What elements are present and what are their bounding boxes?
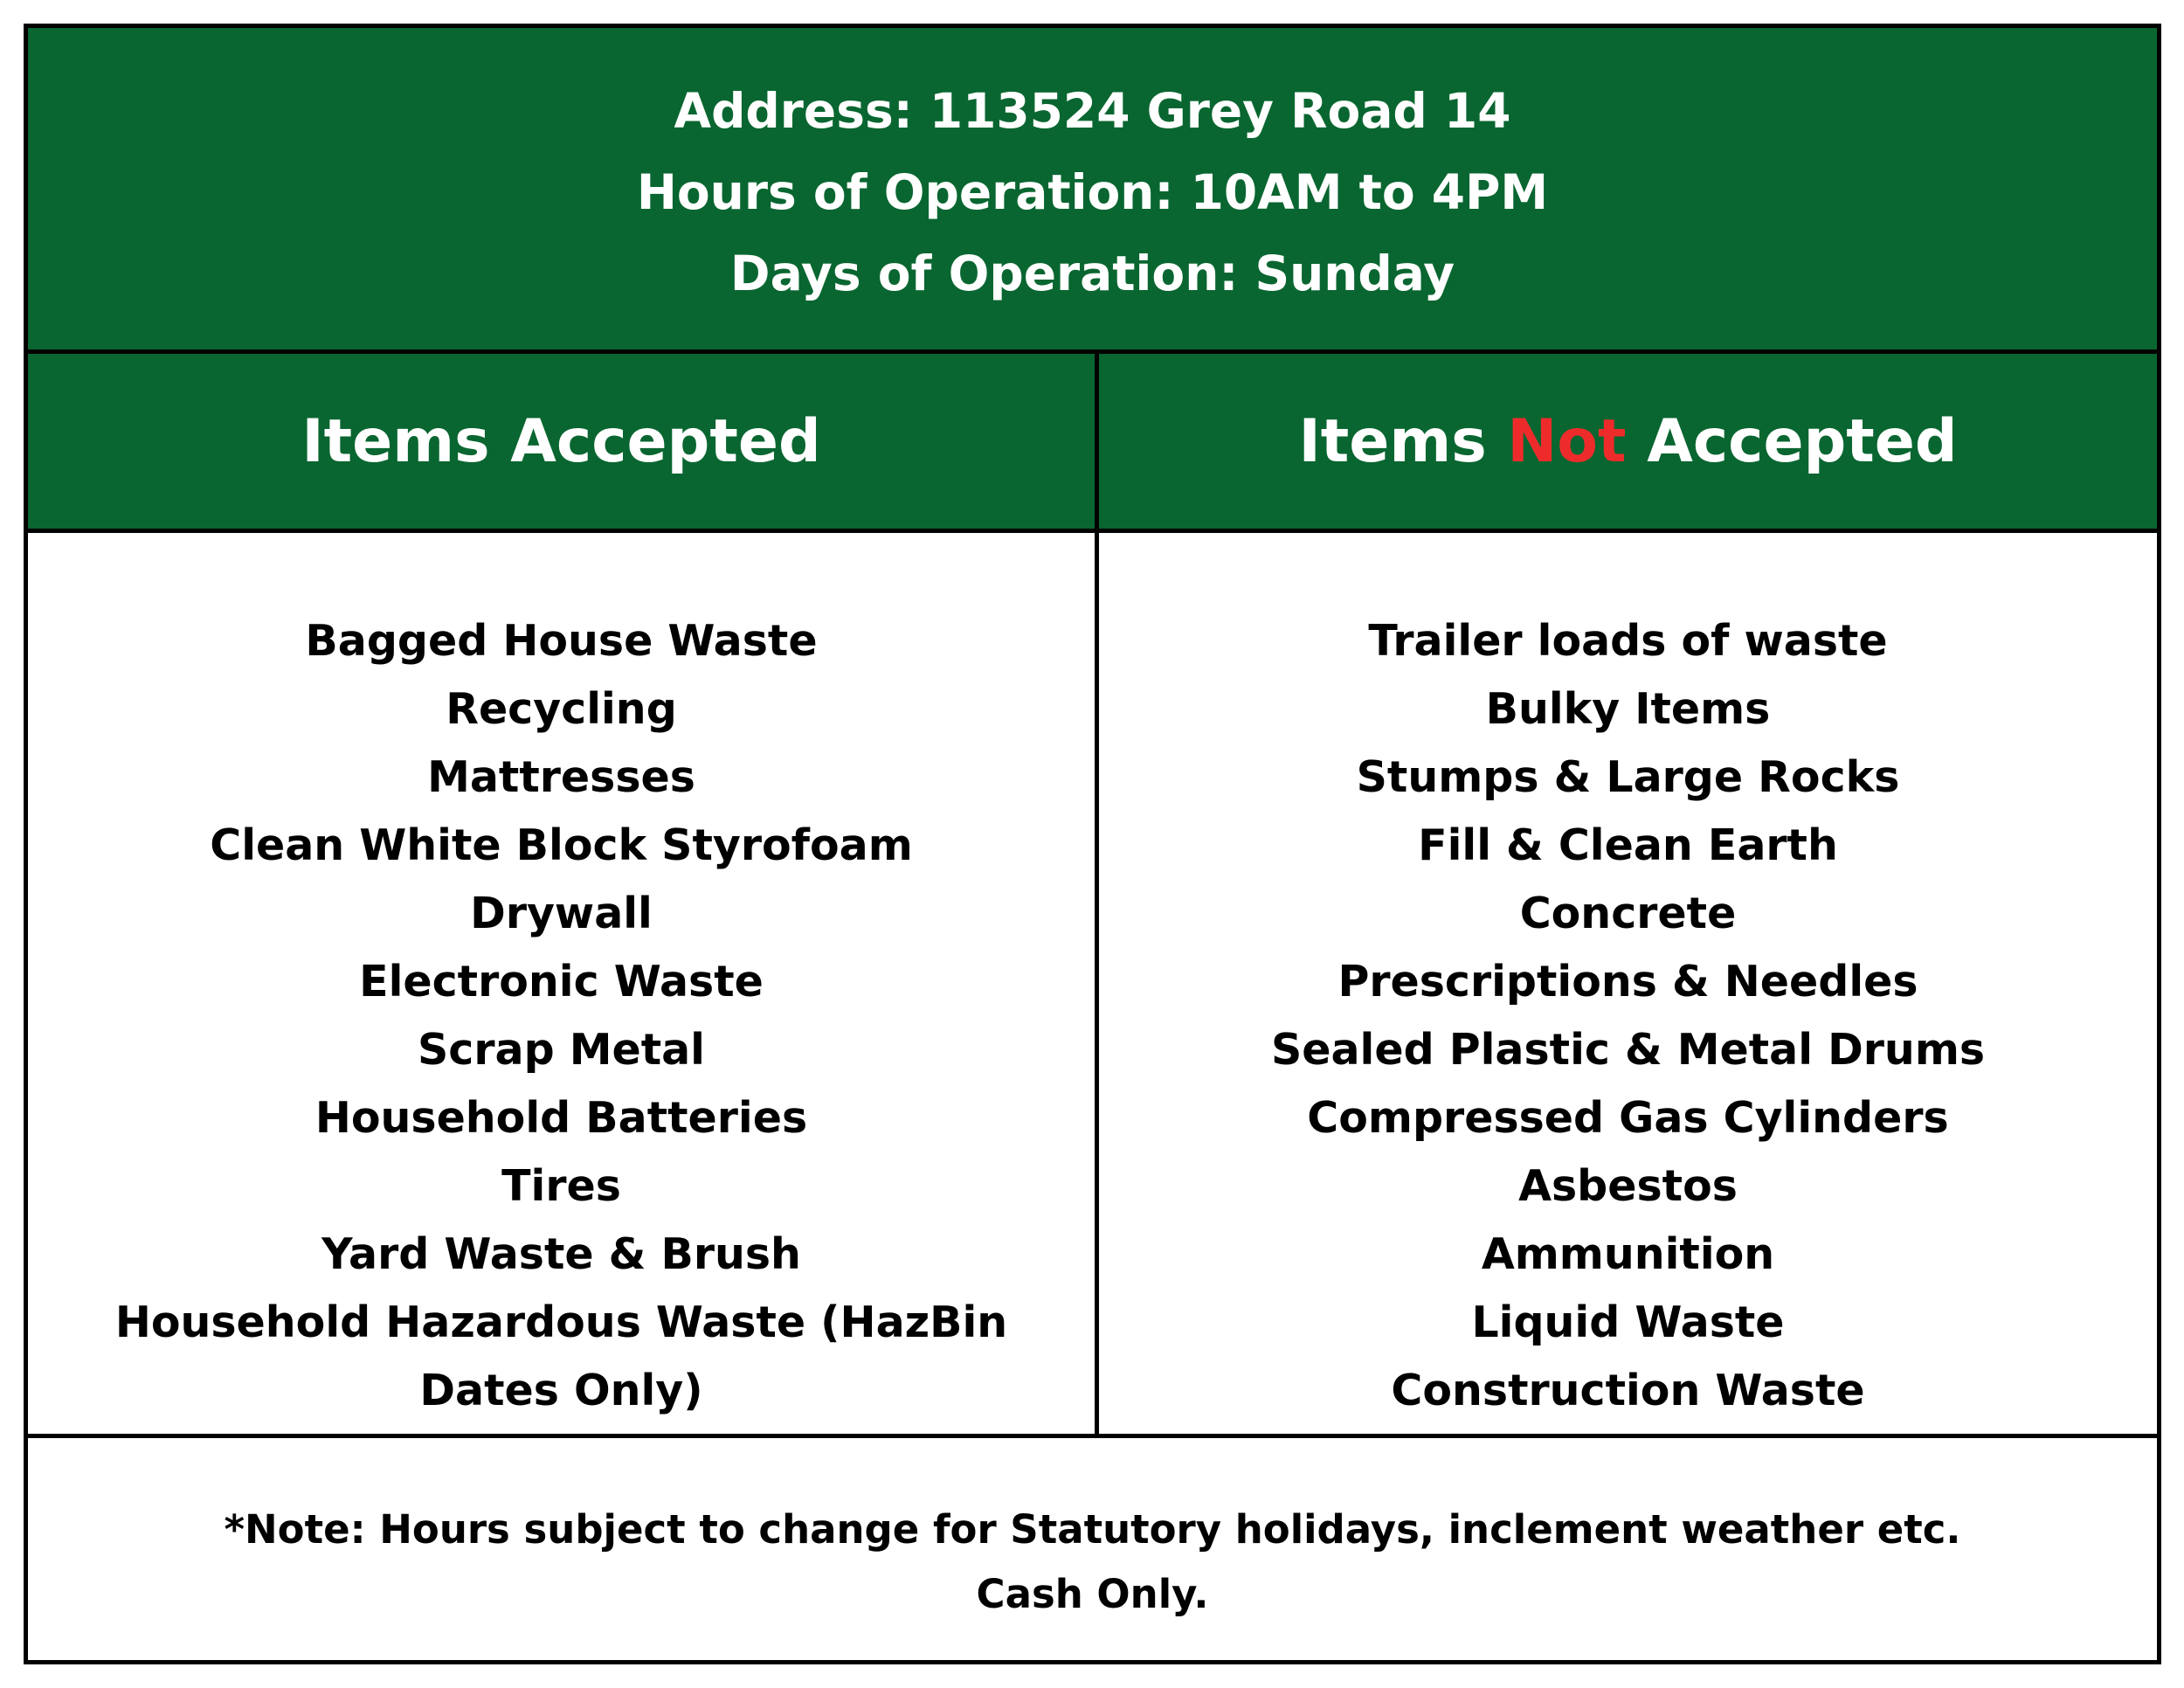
not-accepted-item: Compressed Gas Cylinders — [1307, 1093, 1949, 1143]
accepted-item: Yard Waste & Brush — [321, 1229, 801, 1279]
note-text: *Note: Hours subject to change for Statutory holidays, inclement weather etc. — [224, 1506, 1961, 1553]
not-accepted-item: Concrete — [1519, 889, 1737, 938]
accepted-item: Clean White Block Styrofoam — [210, 820, 913, 870]
info-table — [24, 24, 2161, 1664]
accepted-items-list — [28, 533, 1095, 1434]
not-accepted-heading — [1099, 354, 2157, 533]
not-accepted-item: Construction Waste — [1391, 1366, 1865, 1415]
not-accepted-item: Asbestos — [1518, 1161, 1738, 1211]
days-text: Days of Operation: Sunday — [729, 246, 1455, 301]
not-accepted-item: Liquid Waste — [1471, 1297, 1785, 1347]
hours-text: Hours of Operation: 10AM to 4PM — [636, 164, 1549, 220]
not-accepted-heading-prefix: Items — [1298, 406, 1487, 476]
not-accepted-item: Bulky Items — [1485, 684, 1771, 734]
not-accepted-item: Sealed Plastic & Metal Drums — [1270, 1025, 1986, 1075]
not-accepted-item: Stumps & Large Rocks — [1356, 752, 1900, 802]
not-accepted-item: Trailer loads of waste — [1368, 616, 1888, 666]
payment-text: Cash Only. — [976, 1571, 1209, 1617]
accepted-item: Household Batteries — [314, 1093, 808, 1143]
accepted-heading: Items Accepted — [28, 354, 1095, 533]
not-accepted-item: Prescriptions & Needles — [1337, 957, 1918, 1007]
not-accepted-item: Fill & Clean Earth — [1418, 820, 1838, 870]
not-accepted-items-list — [1099, 533, 2157, 1434]
not-accepted-item: Ammunition — [1481, 1229, 1775, 1279]
accepted-item: Drywall — [470, 889, 653, 938]
location-header — [28, 28, 2157, 354]
accepted-item: Tires — [501, 1161, 621, 1211]
accepted-item: Recycling — [446, 684, 677, 734]
accepted-item: Electronic Waste — [359, 957, 764, 1007]
footer-note — [28, 1438, 2157, 1660]
accepted-item: Bagged House Waste — [305, 616, 818, 666]
not-accepted-heading-suffix: Accepted — [1647, 406, 1958, 476]
address-text: Address: 113524 Grey Road 14 — [674, 83, 1511, 139]
accepted-item: Scrap Metal — [418, 1025, 705, 1075]
accepted-item: Household Hazardous Waste (HazBin Dates Only) — [114, 1297, 1008, 1415]
not-accepted-heading-highlight: Not — [1507, 406, 1627, 476]
accepted-item: Mattresses — [427, 752, 695, 802]
